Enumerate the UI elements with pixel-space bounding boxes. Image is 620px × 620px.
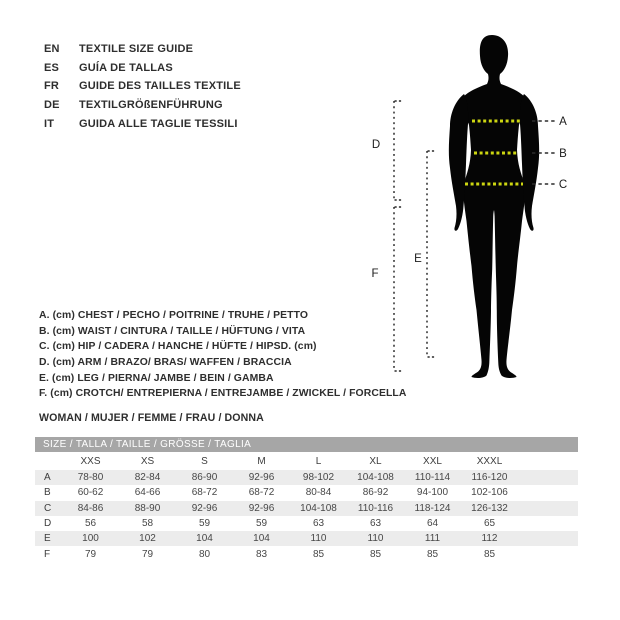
size-cell: 68-72: [248, 487, 275, 499]
size-row: [35, 501, 578, 516]
column-header: XXXL: [476, 455, 503, 467]
woman-silhouette: [460, 35, 528, 378]
size-cell: 78-80: [77, 472, 104, 484]
size-cell: 98-102: [302, 472, 335, 484]
size-cell: 58: [141, 518, 154, 530]
size-cell: 85: [369, 548, 382, 560]
size-row: [35, 546, 578, 561]
language-name: GUÍA DE TALLAS: [79, 61, 173, 74]
size-row: [35, 531, 578, 546]
column-header: XXS: [80, 455, 101, 467]
size-cell: 59: [255, 518, 268, 530]
size-row: [35, 470, 578, 485]
size-cell: 85: [483, 548, 496, 560]
language-code: ES: [44, 61, 60, 74]
size-cell: 104: [253, 533, 270, 545]
size-cell: 104-108: [300, 502, 337, 514]
size-cell: 110: [310, 533, 327, 545]
size-cell: 126-132: [471, 502, 508, 514]
size-cell: 86-92: [362, 487, 389, 499]
language-code: EN: [44, 43, 60, 56]
column-header: XXL: [423, 455, 442, 467]
size-cell: 92-96: [248, 472, 275, 484]
legend-line: E. (cm) LEG / PIERNA/ JAMBE / BEIN / GAMBA: [39, 372, 274, 384]
legend-line: B. (cm) WAIST / CINTURA / TAILLE / HÜFTUNG / VITA: [39, 325, 306, 337]
column-header: XL: [369, 455, 382, 467]
size-table-body: [35, 470, 578, 562]
language-list: [44, 40, 241, 133]
language-code: DE: [44, 99, 60, 112]
column-header: L: [315, 455, 322, 467]
size-cell: 84-86: [77, 502, 104, 514]
measure-label-a: A: [559, 116, 567, 128]
size-cell: 68-72: [191, 487, 218, 499]
size-cell: 110: [367, 533, 384, 545]
gender-line: WOMAN / MUJER / FEMME / FRAU / DONNA: [39, 412, 264, 424]
row-label: A: [44, 472, 51, 484]
size-cell: 111: [424, 533, 441, 545]
language-code: FR: [44, 80, 60, 93]
size-cell: 83: [255, 548, 268, 560]
size-cell: 118-124: [414, 502, 451, 514]
measure-label-c: C: [558, 179, 568, 191]
column-header: XS: [140, 455, 155, 467]
size-cell: 60-62: [77, 487, 104, 499]
size-cell: 59: [198, 518, 211, 530]
language-name: GUIDE DES TAILLES TEXTILE: [79, 80, 241, 93]
measure-label-f: F: [371, 268, 379, 280]
size-cell: 85: [312, 548, 325, 560]
measure-label-d: D: [371, 139, 381, 151]
size-cell: 112: [481, 533, 498, 545]
measure-label-b: B: [559, 148, 567, 160]
size-cell: 65: [483, 518, 496, 530]
size-table-columns: [35, 452, 578, 470]
size-cell: 79: [141, 548, 154, 560]
size-cell: 102: [139, 533, 156, 545]
size-cell: 110-116: [357, 502, 394, 514]
size-table: [35, 437, 578, 562]
size-cell: 88-90: [134, 502, 161, 514]
legend-list: [39, 308, 406, 402]
size-cell: 82-84: [134, 472, 161, 484]
measure-label-e: E: [414, 253, 422, 265]
size-cell: 80-84: [305, 487, 332, 499]
size-cell: 94-100: [416, 487, 449, 499]
size-table-header: SIZE / TALLA / TAILLE / GRÖSSE / TAGLIA: [35, 437, 578, 452]
size-cell: 80: [198, 548, 211, 560]
legend-line: F. (cm) CROTCH/ ENTREPIERNA / ENTREJAMBE / ZWICKEL / FORCELLA: [39, 388, 407, 400]
language-name: TEXTILGRÖßENFÜHRUNG: [79, 99, 223, 112]
size-cell: 63: [312, 518, 325, 530]
language-row: [44, 96, 241, 115]
size-cell: 102-106: [471, 487, 508, 499]
row-label: C: [44, 502, 52, 514]
size-cell: 56: [84, 518, 97, 530]
row-label: F: [44, 548, 51, 560]
legend-line: D. (cm) ARM / BRAZO/ BRAS/ WAFFEN / BRACCIA: [39, 357, 292, 369]
legend-line: C. (cm) HIP / CADERA / HANCHE / HÜFTE / HIPSD. (cm): [39, 341, 317, 353]
size-cell: 110-114: [414, 472, 451, 484]
size-cell: 116-120: [471, 472, 508, 484]
size-row: [35, 485, 578, 500]
column-header: M: [257, 455, 266, 467]
size-cell: 85: [426, 548, 439, 560]
size-cell: 92-96: [191, 502, 218, 514]
language-row: [44, 77, 241, 96]
size-cell: 104-108: [357, 472, 394, 484]
column-header: S: [201, 455, 208, 467]
size-cell: 64: [426, 518, 439, 530]
language-name: GUIDA ALLE TAGLIE TESSILI: [79, 117, 238, 130]
language-row: [44, 40, 241, 59]
size-cell: 64-66: [134, 487, 161, 499]
size-row: [35, 516, 578, 531]
language-code: IT: [44, 117, 55, 130]
size-cell: 104: [196, 533, 213, 545]
size-cell: 100: [82, 533, 99, 545]
language-name: TEXTILE SIZE GUIDE: [79, 43, 194, 56]
size-cell: 92-96: [248, 502, 275, 514]
size-cell: 63: [369, 518, 382, 530]
legend-line: A. (cm) CHEST / PECHO / POITRINE / TRUHE / PETTO: [39, 310, 309, 322]
row-label: E: [44, 533, 51, 545]
row-label: D: [44, 518, 52, 530]
language-row: [44, 114, 241, 133]
row-label: B: [44, 487, 51, 499]
size-cell: 86-90: [191, 472, 218, 484]
language-row: [44, 59, 241, 78]
size-cell: 79: [84, 548, 97, 560]
